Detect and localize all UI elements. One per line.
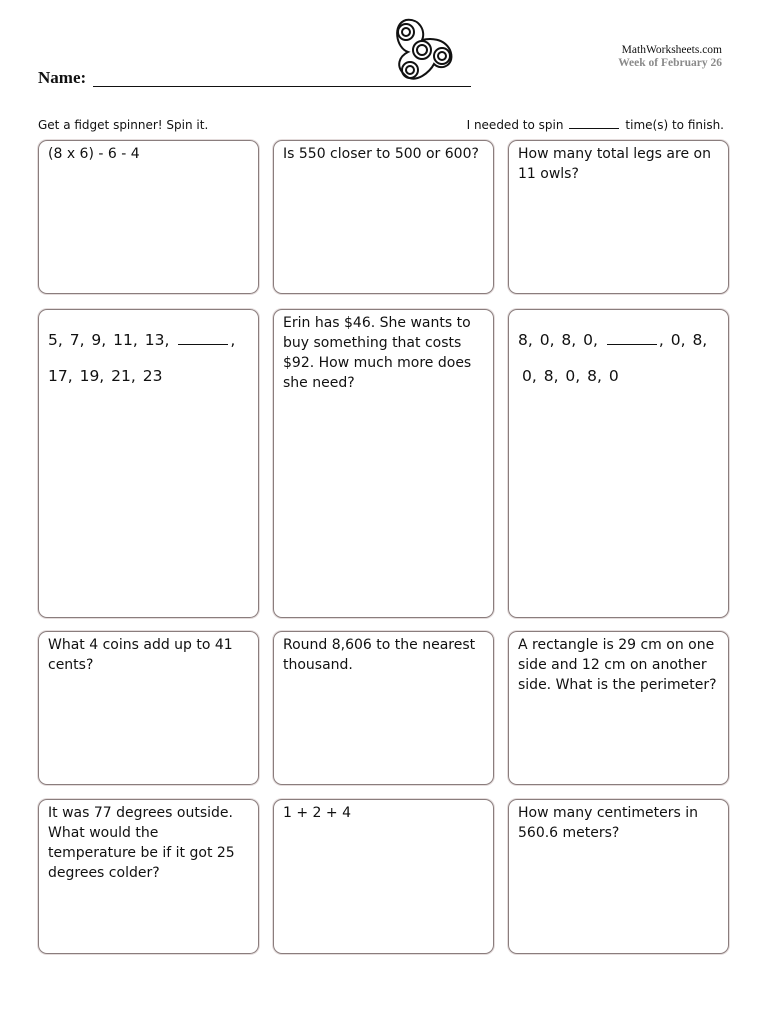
- sequence-line-1: [48, 322, 249, 358]
- problem-text: A rectangle is 29 cm on one side and 12 cm on another side. What is the perimeter?: [518, 637, 717, 693]
- sequence-line-2: 17, 19, 21, 23: [48, 367, 163, 385]
- week-label: Week of February 26: [618, 57, 722, 69]
- fidget-spinner-icon: [386, 16, 458, 84]
- problem-text: How many centimeters in 560.6 meters?: [518, 805, 698, 841]
- sequence-start: 8, 0, 8, 0,: [518, 331, 598, 349]
- instruction-right-prefix: I needed to spin: [466, 118, 564, 132]
- problem-text: (8 x 6) - 6 - 4: [48, 146, 140, 162]
- instruction-right-suffix: time(s) to finish.: [625, 118, 724, 132]
- problem-box-3[interactable]: [508, 140, 729, 294]
- problem-text: How many total legs are on 11 owls?: [518, 146, 711, 182]
- problem-box-5[interactable]: [273, 309, 494, 618]
- problem-box-7[interactable]: [38, 631, 259, 785]
- instruction-left: Get a fidget spinner! Spin it.: [38, 118, 209, 132]
- problem-text: It was 77 degrees outside. What would the temperature be if it got 25 degrees colder?: [48, 805, 235, 881]
- site-name: MathWorksheets.com: [621, 44, 722, 56]
- problem-text: Is 550 closer to 500 or 600?: [283, 146, 479, 162]
- sequence-start: 5, 7, 9, 11, 13,: [48, 331, 170, 349]
- sequence-line-2: 0, 8, 0, 8, 0: [522, 367, 619, 385]
- sequence-line-1: [518, 322, 719, 358]
- problem-box-12[interactable]: [508, 799, 729, 954]
- answer-blank[interactable]: [178, 332, 228, 345]
- spin-count-blank[interactable]: [569, 118, 619, 129]
- problem-text: Round 8,606 to the nearest thousand.: [283, 637, 476, 673]
- problem-box-10[interactable]: [38, 799, 259, 954]
- problem-box-9[interactable]: [508, 631, 729, 785]
- problem-box-4[interactable]: [38, 309, 259, 618]
- name-label: Name:: [38, 68, 87, 87]
- problem-box-1[interactable]: [38, 140, 259, 294]
- site-info: [618, 44, 722, 70]
- sequence-end: , 0, 8,: [658, 331, 708, 349]
- sequence-comma: ,: [230, 331, 236, 349]
- problem-text: Erin has $46. She wants to buy something that costs $92. How much more does she need?: [283, 315, 472, 391]
- problem-text: 1 + 2 + 4: [283, 805, 351, 821]
- instruction-right: [467, 118, 724, 132]
- answer-blank[interactable]: [607, 332, 657, 345]
- problem-box-11[interactable]: [273, 799, 494, 954]
- problem-box-8[interactable]: [273, 631, 494, 785]
- name-line: [93, 86, 471, 87]
- problem-box-6[interactable]: [508, 309, 729, 618]
- problem-text: What 4 coins add up to 41 cents?: [48, 637, 233, 673]
- problem-box-2[interactable]: [273, 140, 494, 294]
